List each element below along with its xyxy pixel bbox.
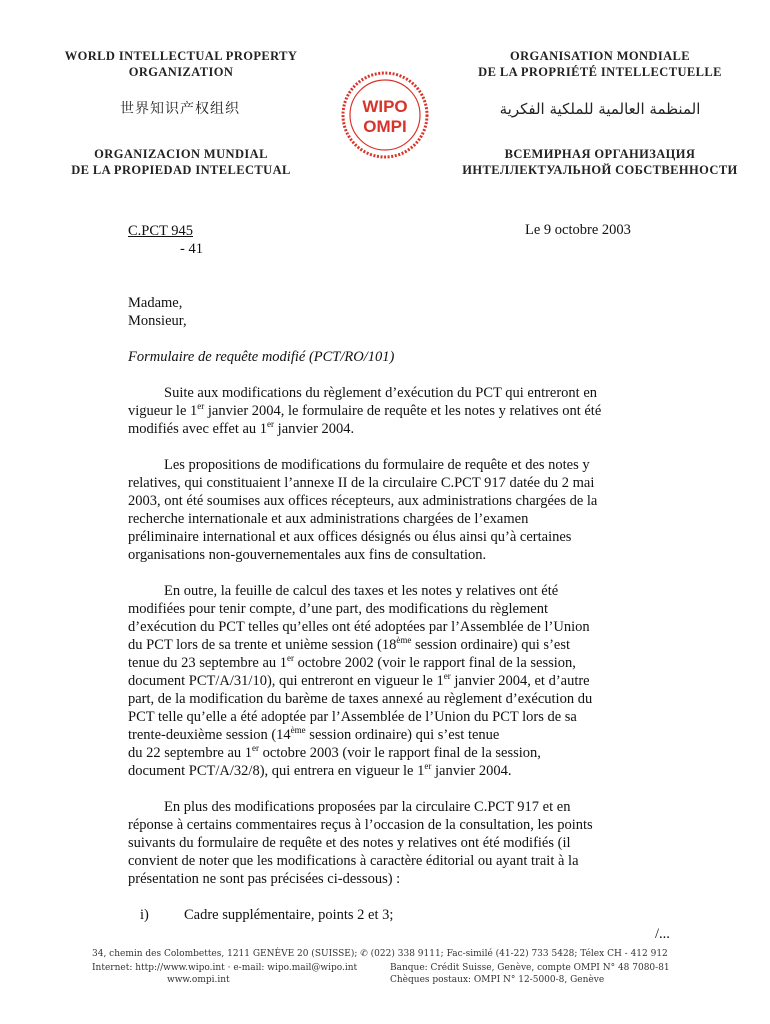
p1-line3: modifiés avec effet au 1er janvier 2004.	[128, 419, 355, 437]
reference-code: C.PCT 945	[128, 223, 194, 239]
p2-line6: organisations non-gouvernementales aux fins de consultation.	[128, 547, 487, 563]
p2-line5: préliminaire international et aux offices désignés ou élus ainsi qu’à certaines	[128, 529, 572, 545]
p4-line5: présentation ne sont pas précisées ci-dessous) :	[128, 871, 401, 887]
logo-text-wipo: WIPO	[362, 97, 408, 116]
header-en	[48, 48, 314, 80]
header-ru-line1: ВСЕМИРНАЯ ОРГАНИЗАЦИЯ	[504, 147, 696, 161]
header-ru	[450, 146, 750, 178]
p4-line1: En plus des modifications proposées par la circulaire C.PCT 917 et en	[164, 799, 571, 815]
paragraph-4	[128, 798, 680, 888]
p2-line1: Les propositions de modifications du formulaire de requête et des notes y	[164, 457, 590, 473]
p2-line3: 2003, ont été soumises aux offices récepteurs, aux administrations chargées de la	[128, 493, 598, 509]
p3-line6: document PCT/A/31/10), qui entreront en vigueur le 1er janvier 2004, et d’autre	[128, 671, 590, 689]
header-es-line2: DE LA PROPIEDAD INTELECTUAL	[71, 163, 291, 177]
letter-date: Le 9 octobre 2003	[525, 222, 631, 238]
p3-line5: tenue du 23 septembre au 1er octobre 2002 (voir le rapport final de la session,	[128, 653, 576, 671]
p2-line4: recherche internationale et aux administrations chargées de l’examen	[128, 511, 529, 527]
logo-text-ompi: OMPI	[363, 117, 407, 136]
reference-block	[128, 222, 203, 258]
header-ar: المنظمة العالمية للملكية الفكرية	[499, 100, 701, 118]
p3-line11: document PCT/A/32/8), qui entrera en vigueur le 1er janvier 2004.	[128, 761, 512, 779]
subject-line: Formulaire de requête modifié (PCT/RO/101)	[128, 349, 395, 365]
p1-line1: Suite aux modifications du règlement d’exécution du PCT qui entreront en	[164, 385, 598, 401]
continued-marker: /...	[655, 926, 670, 942]
p3-line2: modifiées pour tenir compte, d’une part, des modifications du règlement	[128, 601, 548, 617]
header-en-line2: ORGANIZATION	[128, 65, 234, 79]
p3-line1: En outre, la feuille de calcul des taxes et les notes y relatives ont été	[164, 583, 559, 599]
header-fr-line2: DE LA PROPRIÉTÉ INTELLECTUELLE	[478, 65, 722, 79]
footer-address: 34, chemin des Colombettes, 1211 GENÈVE 20 (SUISSE); ✆ (022) 338 9111; Fac-similé (41-22) 733 5428; Télex CH - 412 912	[92, 949, 668, 959]
p3-line7: part, de la modification du barème de taxes annexé au règlement d’exécution du	[128, 691, 593, 707]
header-es-line1: ORGANIZACION MUNDIAL	[94, 147, 268, 161]
footer-internet: Internet: http://www.wipo.int · e-mail: wipo.mail@wipo.int	[92, 963, 358, 973]
paragraph-2	[128, 456, 680, 564]
salutation-1: Madame,	[128, 295, 183, 311]
p2-line2: relatives, qui constituaient l’annexe II de la circulaire C.PCT 917 datée du 2 mai	[128, 475, 595, 491]
p3-line9: trente-deuxième session (14ème session ordinaire) qui s’est tenue	[128, 725, 500, 743]
header-fr	[455, 48, 745, 80]
p4-line3: suivants du formulaire de requête et des notes y relatives ont été modifiés (il	[128, 835, 571, 851]
letter-body	[128, 294, 680, 924]
p3-line8: PCT telle qu’elle a été adoptée par l’Assemblée de l’Union du PCT lors de sa	[128, 709, 577, 725]
reference-sub: - 41	[180, 241, 203, 257]
paragraph-3	[128, 582, 680, 780]
list-item	[128, 906, 680, 924]
p3-line4: du PCT lors de sa trente et unième session (18ème session ordinaire) qui s’est	[128, 635, 571, 653]
footer-right	[390, 962, 690, 986]
list-item-number: i)	[140, 907, 149, 923]
p3-line3: d’exécution du PCT telles qu’elles ont été adoptées par l’Assemblée de l’Union	[128, 619, 590, 635]
header-fr-line1: ORGANISATION MONDIALE	[509, 49, 691, 63]
footer-postal: Chèques postaux: OMPI N° 12-5000-8, Genève	[390, 975, 605, 985]
footer-left	[92, 962, 382, 986]
p4-line4: convient de noter que les modifications à caractère éditorial ou ayant trait à la	[128, 853, 579, 869]
footer-website: www.ompi.int	[167, 975, 230, 985]
wipo-seal-logo	[340, 70, 430, 160]
footer-bank: Banque: Crédit Suisse, Genève, compte OMPI N° 48 7080-81	[390, 963, 670, 973]
p4-line2: réponse à certains commentaires reçus à l’occasion de la consultation, les points	[128, 817, 593, 833]
header-es	[44, 146, 318, 178]
p1-line2: vigueur le 1er janvier 2004, le formulaire de requête et les notes y relatives ont été	[128, 401, 602, 419]
list-item-text: Cadre supplémentaire, points 2 et 3;	[184, 907, 394, 923]
header-ru-line2: ИНТЕЛЛЕКТУАЛЬНОЙ СОБСТВЕННОСТИ	[462, 163, 738, 177]
p3-line10: du 22 septembre au 1er octobre 2003 (voir le rapport final de la session,	[128, 743, 541, 761]
salutation-2: Monsieur,	[128, 313, 187, 329]
header-cn: 世界知识产权组织	[120, 101, 240, 117]
header-en-line1: WORLD INTELLECTUAL PROPERTY	[64, 49, 298, 63]
paragraph-1	[128, 384, 680, 438]
